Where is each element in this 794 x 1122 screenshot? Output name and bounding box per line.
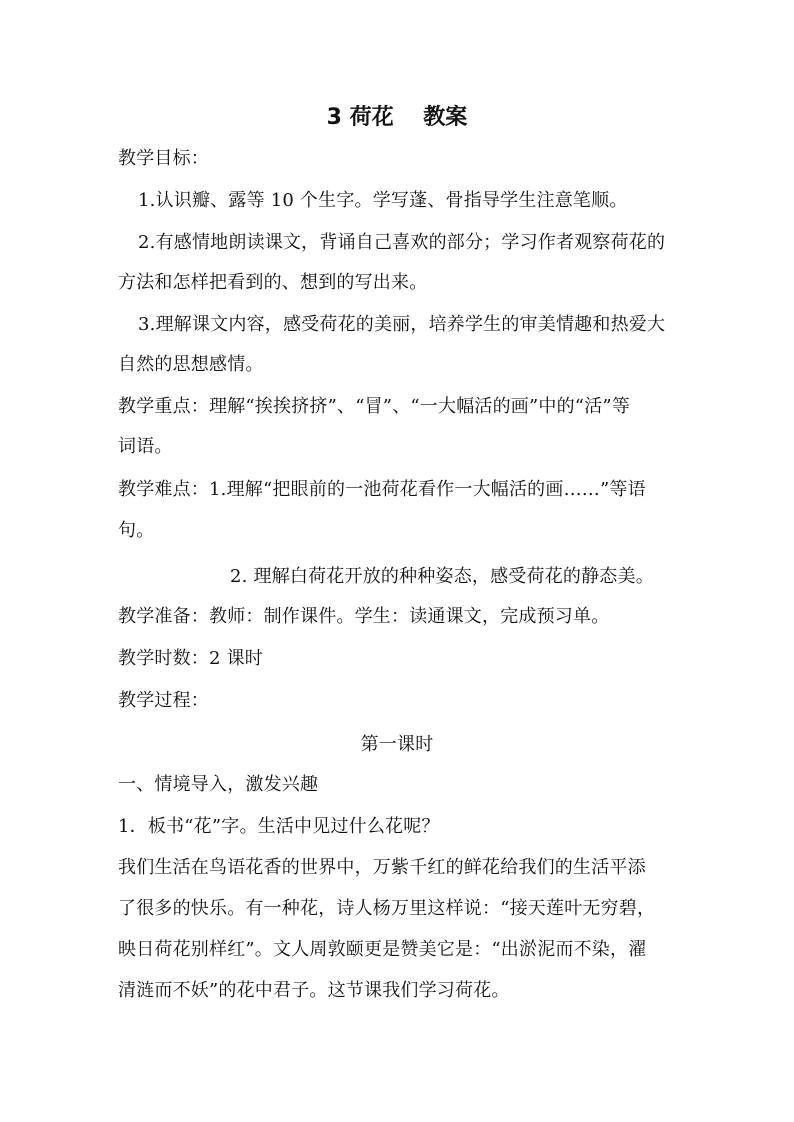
goal-2-line-2: 方法和怎样把看到的、想到的写出来。	[118, 272, 428, 293]
paragraph-line-1: 我们生活在鸟语花香的世界中，万紫千红的鲜花给我们的生活平添	[118, 857, 646, 878]
section-1-heading: 一、情境导入，激发兴趣	[118, 774, 319, 795]
goal-3-line-2: 自然的思想感情。	[118, 354, 264, 375]
process-heading: 教学过程：	[118, 690, 209, 711]
lesson-heading: 第一课时	[360, 734, 434, 755]
key-point-line-2: 词语。	[118, 436, 173, 457]
paragraph-line-4: 清涟而不妖”的花中君子。这节课我们学习荷花。	[118, 980, 510, 1001]
goal-1: 1.认识瓣、露等 10 个生字。学写蓬、骨指导学生注意笔顺。	[138, 190, 628, 211]
difficulty-2: 2. 理解白荷花开放的种种姿态，感受荷花的静态美。	[230, 566, 654, 587]
step-1: 1．板书“花”字。生活中见过什么花呢？	[118, 816, 440, 837]
difficulty-line-1: 教学难点：1.理解“把眼前的一池荷花看作一大幅活的画……”等语	[118, 479, 646, 500]
paragraph-line-2: 了很多的快乐。有一种花，诗人杨万里这样说：“接天莲叶无穷碧，	[118, 898, 656, 919]
goal-2-line-1: 2.有感情地朗读课文，背诵自己喜欢的部分；学习作者观察荷花的	[138, 232, 666, 253]
goal-3-line-1: 3.理解课文内容，感受荷花的美丽，培养学生的审美情趣和热爱大	[138, 314, 666, 335]
difficulty-line-2: 句。	[118, 520, 155, 541]
paragraph-line-3: 映日荷花别样红”。文人周敦颐更是赞美它是：“出淤泥而不染，濯	[118, 939, 647, 960]
document-title: 3 荷花 教案	[326, 105, 468, 130]
goals-heading: 教学目标：	[118, 148, 209, 169]
key-point-line-1: 教学重点：理解“挨挨挤挤”、“冒”、“一大幅活的画”中的“活”等	[118, 396, 631, 417]
teaching-preparation: 教学准备：教师：制作课件。学生：读通课文，完成预习单。	[118, 606, 610, 627]
teaching-hours: 教学时数：2 课时	[118, 648, 263, 669]
